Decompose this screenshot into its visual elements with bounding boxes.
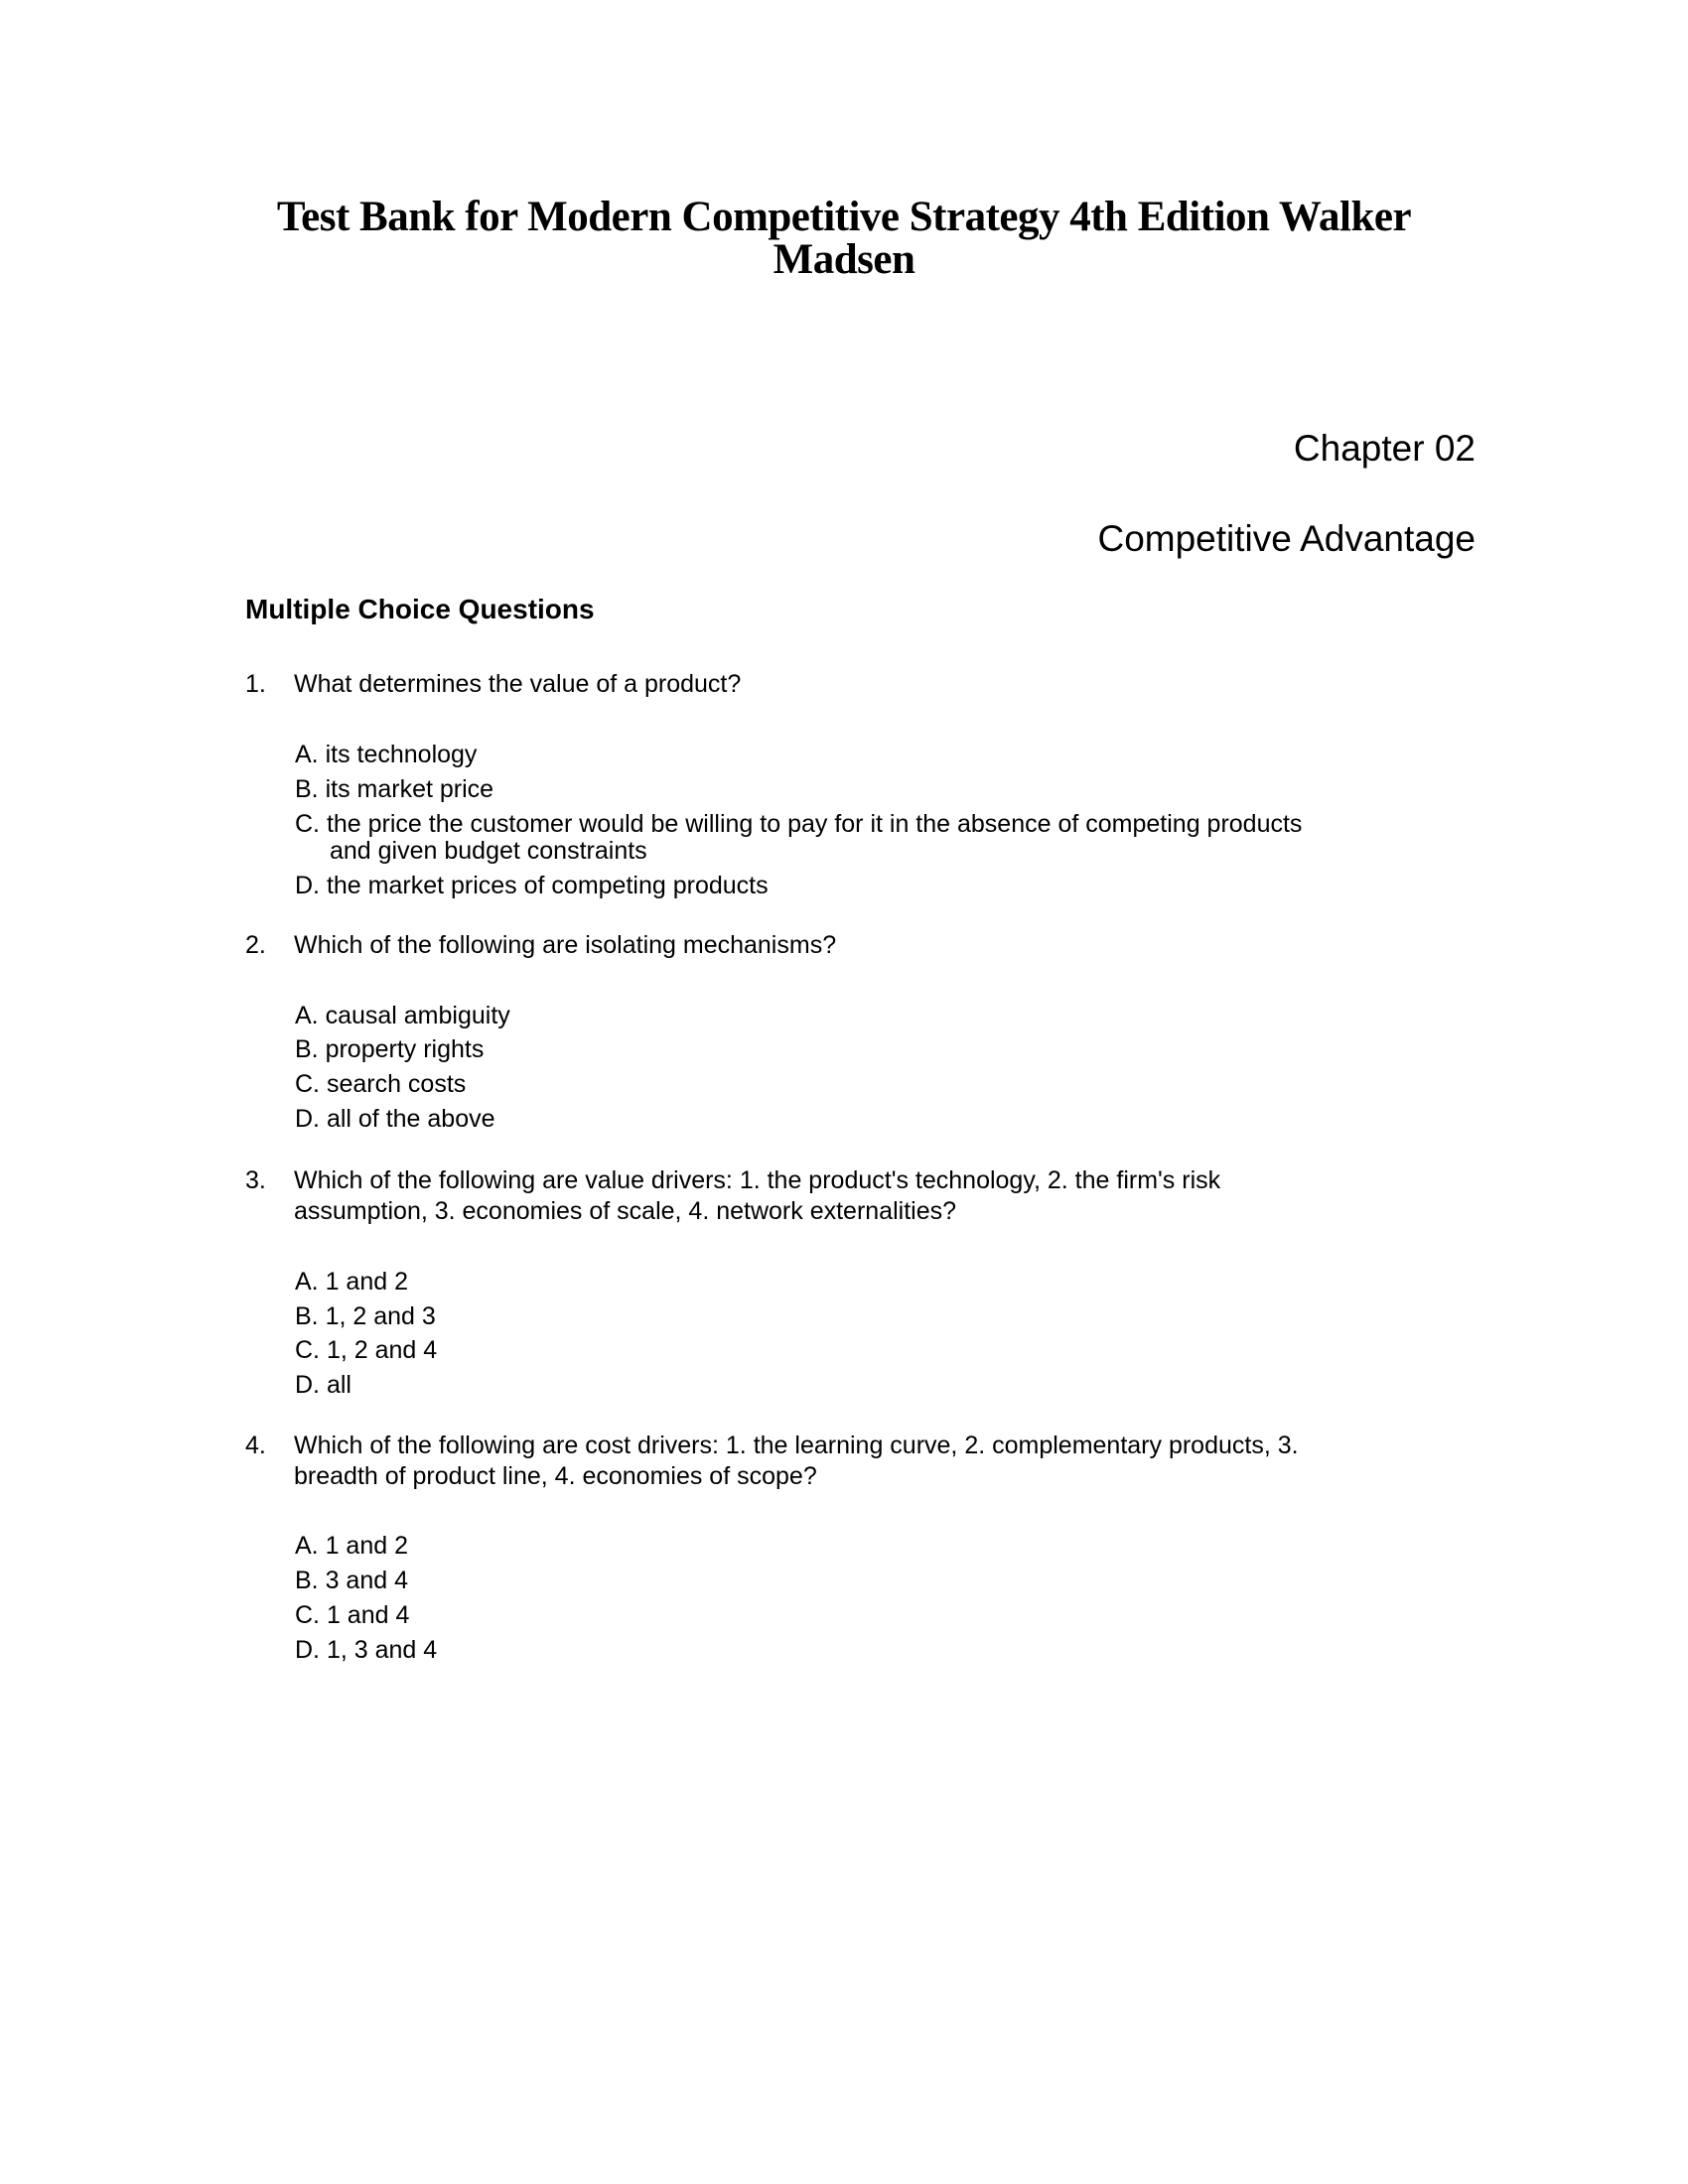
answer-option: A. causal ambiguity <box>295 1002 510 1029</box>
question-number: 1. <box>245 670 266 698</box>
answer-option: D. the market prices of competing products <box>295 872 769 899</box>
answer-option: D. all <box>295 1371 352 1399</box>
answer-option: B. 1, 2 and 3 <box>295 1302 436 1330</box>
question-number: 4. <box>245 1432 266 1459</box>
question-text-continued: assumption, 3. economies of scale, 4. network externalities? <box>294 1197 957 1225</box>
answer-option: A. its technology <box>295 741 478 768</box>
answer-option: B. property rights <box>295 1035 485 1063</box>
answer-option: C. the price the customer would be willing to pay for it in the absence of competing products <box>295 810 1303 838</box>
answer-option: C. 1, 2 and 4 <box>295 1336 438 1364</box>
answer-option: B. 3 and 4 <box>295 1567 408 1594</box>
question-text-continued: breadth of product line, 4. economies of scope? <box>294 1462 817 1490</box>
chapter-number: Chapter 02 <box>1293 428 1476 469</box>
answer-option: C. 1 and 4 <box>295 1601 410 1629</box>
answer-option: C. search costs <box>295 1070 467 1098</box>
chapter-title: Competitive Advantage <box>1097 518 1476 559</box>
document-title-line-2: Madsen <box>773 236 915 283</box>
question-text: What determines the value of a product? <box>294 670 742 698</box>
answer-option-continued: and given budget constraints <box>330 837 647 865</box>
question-text: Which of the following are isolating mechanisms? <box>294 931 837 959</box>
question-number: 3. <box>245 1166 266 1194</box>
document-title-line-1: Test Bank for Modern Competitive Strategy 4th Edition Walker <box>276 194 1412 240</box>
answer-option: B. its market price <box>295 775 494 803</box>
question-text: Which of the following are value drivers: 1. the product's technology, 2. the firm's risk <box>294 1166 1221 1194</box>
section-heading: Multiple Choice Questions <box>245 594 595 624</box>
question-text: Which of the following are cost drivers: 1. the learning curve, 2. complementary products, 3. <box>294 1432 1299 1459</box>
answer-option: A. 1 and 2 <box>295 1268 408 1296</box>
answer-option: D. all of the above <box>295 1105 495 1133</box>
question-number: 2. <box>245 931 266 959</box>
answer-option: D. 1, 3 and 4 <box>295 1636 438 1664</box>
answer-option: A. 1 and 2 <box>295 1532 408 1560</box>
